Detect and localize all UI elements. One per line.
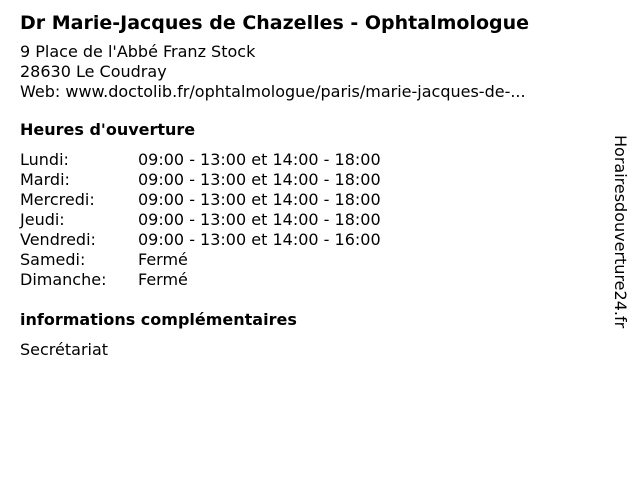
address-street: 9 Place de l'Abbé Franz Stock [20, 42, 256, 61]
hours-row-monday [20, 150, 605, 170]
additional-info-heading: informations complémentaires [20, 310, 297, 329]
hours-time: 09:00 - 13:00 et 14:00 - 18:00 [138, 150, 381, 169]
hours-day: Vendredi: [20, 230, 96, 249]
website-link[interactable]: Web: www.doctolib.fr/ophtalmologue/paris/marie-jacques-de-... [20, 82, 526, 101]
hours-day: Dimanche: [20, 270, 107, 289]
hours-time: 09:00 - 13:00 et 14:00 - 16:00 [138, 230, 381, 249]
hours-day: Mardi: [20, 170, 70, 189]
site-watermark: Horairesdouverture24.fr [611, 135, 630, 329]
hours-day: Mercredi: [20, 190, 95, 209]
hours-row-saturday [20, 250, 605, 270]
hours-day: Jeudi: [20, 210, 65, 229]
hours-time: 09:00 - 13:00 et 14:00 - 18:00 [138, 210, 381, 229]
hours-row-sunday [20, 270, 605, 290]
hours-row-wednesday [20, 190, 605, 210]
hours-row-tuesday [20, 170, 605, 190]
business-card [20, 10, 605, 360]
hours-day: Samedi: [20, 250, 86, 269]
opening-hours-table [20, 150, 605, 290]
hours-row-thursday [20, 210, 605, 230]
opening-hours-heading: Heures d'ouverture [20, 120, 196, 139]
hours-time: Fermé [138, 250, 188, 269]
additional-info-text: Secrétariat [20, 340, 109, 359]
hours-time: 09:00 - 13:00 et 14:00 - 18:00 [138, 190, 381, 209]
address-block [20, 42, 605, 102]
hours-row-friday [20, 230, 605, 250]
page-title: Dr Marie-Jacques de Chazelles - Ophtalmologue [20, 12, 530, 34]
hours-time: Fermé [138, 270, 188, 289]
hours-day: Lundi: [20, 150, 69, 169]
address-city: 28630 Le Coudray [20, 62, 167, 81]
hours-time: 09:00 - 13:00 et 14:00 - 18:00 [138, 170, 381, 189]
